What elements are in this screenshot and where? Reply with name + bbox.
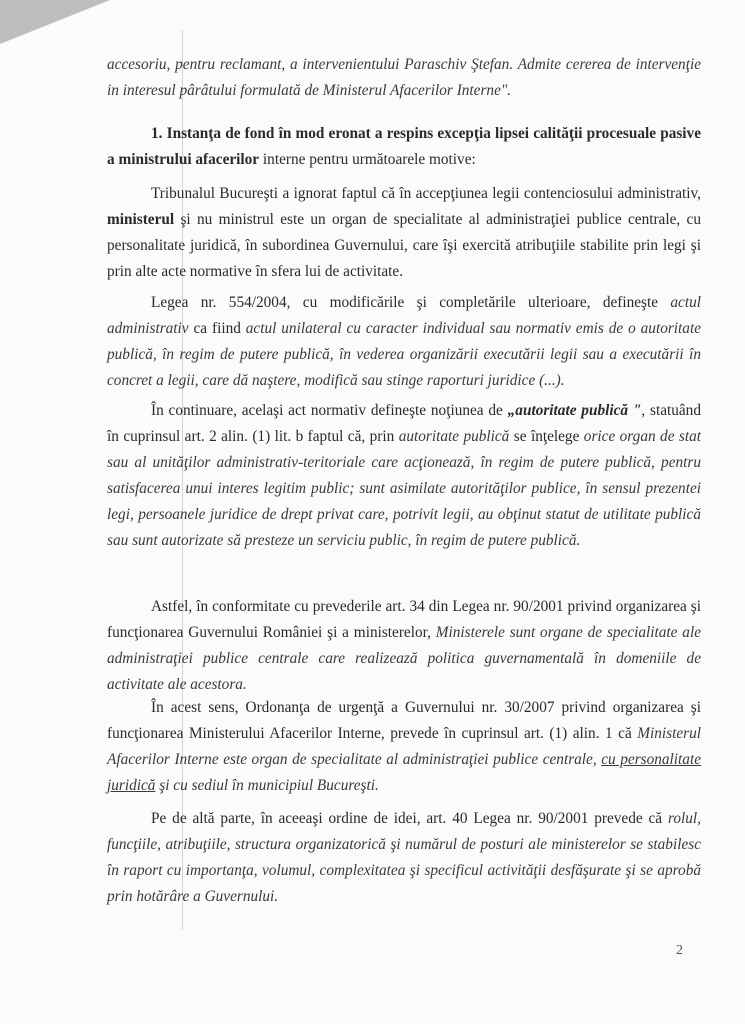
text-run: actul unilateral cu caracter individual sau normativ emis de o autoritate publică, în regim de putere publică, în vederea organizării executării legii sau a executării în concret a legii, care dă naştere, modifică sau stinge raporturi juridice (...). xyxy=(107,320,701,389)
text-run: se înţelege xyxy=(509,428,584,445)
text-run: Ministerele sunt organe de specialitate ale administraţiei publice centrale care realizează politica guvernamentală în domeniile de activitate ale acestora. xyxy=(107,624,701,693)
text-run: rolul, funcţiile, atribuţiile, structura organizatorică şi numărul de posturi ale ministerelor se stabilesc în raport cu importanţa, volumul, complexitatea şi specificul activităţii desfăşurate şi se aprobă prin hotărâre a Guvernului. xyxy=(107,810,701,905)
text-run: Ministerul Afacerilor Interne este organ de specialitate al administraţiei publice centrale, xyxy=(107,725,701,768)
text-run: şi cu sediul în municipiul Bucureşti. xyxy=(155,777,379,794)
text-run: 1. Instanţa de fond în mod eronat a respins excepţia lipsei calităţii procesuale pasive a ministrului afacerilor xyxy=(107,125,701,168)
scan-corner-shadow xyxy=(0,0,110,44)
page-number: 2 xyxy=(676,943,683,958)
text-run: Tribunalul Bucureşti a ignorat faptul că în accepţiunea legii contenciosului administrativ, xyxy=(151,185,701,202)
text-run: interne pentru următoarele motive: xyxy=(259,151,476,168)
text-run: În continuare, acelaşi act normativ defineşte noţiunea de xyxy=(151,402,508,419)
paragraph xyxy=(107,52,701,104)
text-run: ministerul xyxy=(107,211,175,228)
text-run: „autoritate publică " xyxy=(507,402,642,419)
text-run: accesoriu, pentru reclamant, a intervenientului Paraschiv Ştefan. Admite cererea de intervenţie in interesul pârâtului formulată de Ministerul Afacerilor Interne". xyxy=(107,56,701,99)
text-run: ca fiind xyxy=(188,320,246,337)
text-run: şi nu ministrul este un organ de specialitate al administraţiei publice centrale, cu personalitate juridică, în subordinea Guvernului, care îşi exercită atribuţiile stabilite prin legi şi prin alte acte normative în sfera lui de activitate. xyxy=(107,211,701,280)
text-run: orice organ de stat sau al unităţilor administrativ-teritoriale care acţionează, în regim de putere publică, pentru satisfacerea unui interes legitim public; sunt asimilate autorităţilor publice, în sensul prezentei legi, persoanele juridice de drept privat care, potrivit legii, au obţinut statut de utilitate publică sau sunt autorizate să presteze un serviciu public, în regim de putere publică. xyxy=(107,428,702,549)
paragraph xyxy=(107,695,701,799)
text-run: autoritate publică xyxy=(398,428,510,445)
paragraph xyxy=(107,806,701,910)
text-run: actul administrativ xyxy=(107,294,701,337)
text-run: Legea nr. 554/2004, cu modificările şi completările ulterioare, defineşte xyxy=(151,294,671,311)
paragraph xyxy=(107,398,701,554)
text-run: În acest sens, Ordonanţa de urgenţă a Guvernului nr. 30/2007 privind organizarea şi funcţionarea Ministerului Afacerilor Interne, prevede în cuprinsul art. (1) alin. 1 că xyxy=(107,699,701,742)
text-run: cu personalitate juridică xyxy=(107,751,701,794)
text-run: Pe de altă parte, în aceeaşi ordine de idei, art. 40 Legea nr. 90/2001 prevede că xyxy=(151,810,668,827)
text-run: , statuând în cuprinsul art. 2 alin. (1) lit. b faptul că, prin xyxy=(107,402,701,445)
text-run: Astfel, în conformitate cu prevederile art. 34 din Legea nr. 90/2001 privind organizarea şi funcţionarea Guvernului României şi a ministerelor, xyxy=(107,598,701,641)
paragraph xyxy=(107,181,701,285)
paragraph xyxy=(107,121,701,173)
paragraph xyxy=(107,290,701,394)
paragraph xyxy=(107,594,701,698)
